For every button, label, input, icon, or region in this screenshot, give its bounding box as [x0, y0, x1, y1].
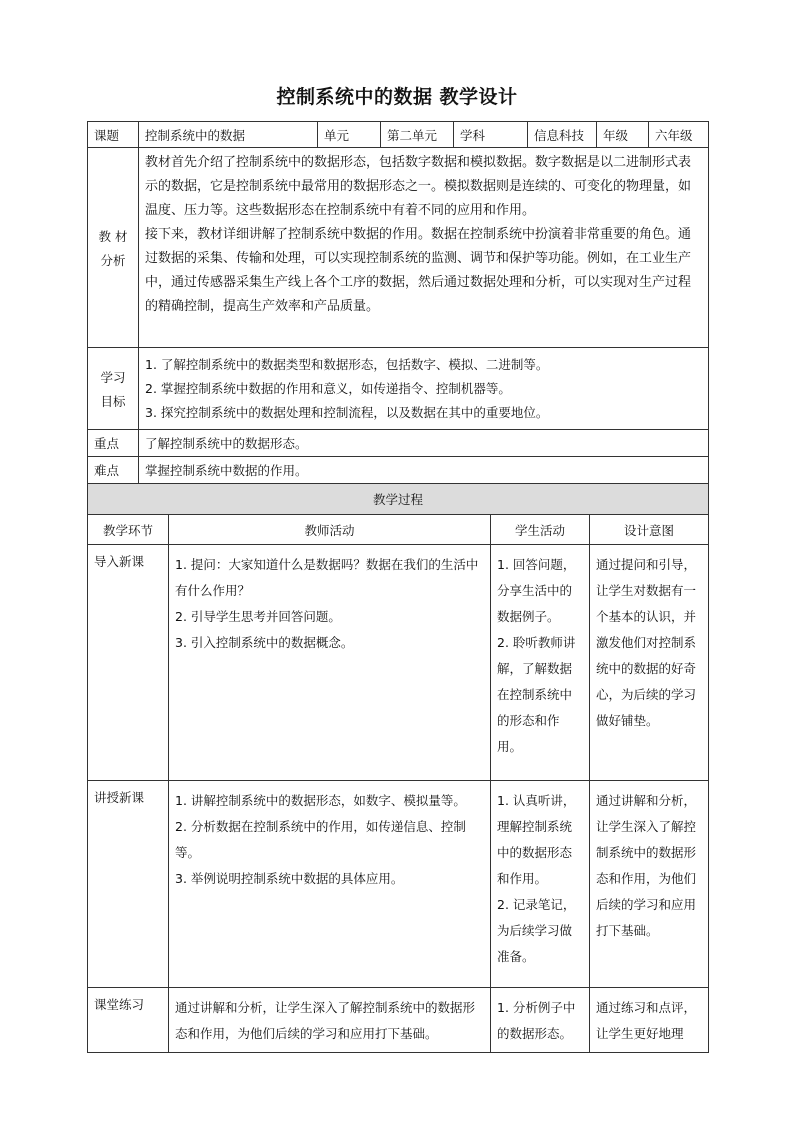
- process-title: 教学过程: [88, 484, 709, 515]
- stage-cell: 导入新课: [88, 545, 169, 781]
- student-cell: [491, 781, 590, 988]
- teacher-item: 3. 引入控制系统中的数据概念。: [175, 635, 354, 650]
- course-value: 控制系统中的数据: [139, 122, 318, 148]
- subject-value: 信息科技: [528, 122, 597, 148]
- subject-label: 学科: [454, 122, 528, 148]
- teacher-item: 2. 分析数据在控制系统中的作用，如传递信息、控制等。: [175, 819, 466, 860]
- teacher-item: 2. 引导学生思考并回答问题。: [175, 609, 341, 624]
- student-item: 1. 分析例子中的数据形态。: [497, 1000, 576, 1041]
- unit-value: 第二单元: [381, 122, 454, 148]
- header-student: 学生活动: [491, 515, 590, 545]
- teacher-cell: [169, 545, 491, 781]
- teacher-item: 1. 讲解控制系统中的数据形态，如数字、模拟量等。: [175, 793, 466, 808]
- teaching-process-table: [87, 483, 709, 1053]
- table-row: [88, 545, 709, 781]
- header-teacher: 教师活动: [169, 515, 491, 545]
- objectives-label-line2: 目标: [100, 393, 126, 409]
- teacher-item: 1. 提问：大家知道什么是数据吗？数据在我们的生活中有什么作用？: [175, 557, 479, 598]
- objectives-label: [88, 348, 139, 430]
- course-label: 课题: [88, 122, 139, 148]
- student-item: 2. 聆听教师讲解，了解数据在控制系统中的形态和作用。: [497, 635, 576, 754]
- intent-cell: 通过讲解和分析，让学生深入了解控制系统中的数据形态和作用，为他们后续的学习和应用打下基础。: [590, 781, 709, 988]
- student-cell: [491, 988, 590, 1053]
- student-cell: [491, 545, 590, 781]
- intent-cell: 通过练习和点评，让学生更好地理: [590, 988, 709, 1053]
- teacher-item: 通过讲解和分析，让学生深入了解控制系统中的数据形态和作用，为他们后续的学习和应用打下基础。: [175, 1000, 476, 1041]
- objective-item: 3. 探究控制系统中的数据处理和控制流程，以及数据在其中的重要地位。: [145, 404, 549, 420]
- header-intent: 设计意图: [590, 515, 709, 545]
- lesson-info-table: [87, 121, 709, 484]
- analysis-para-2: 接下来，教材详细讲解了控制系统中数据的作用。数据在控制系统中扮演着非常重要的角色。通过数据的采集、传输和处理，可以实现控制系统的监测、调节和保护等功能。例如，在工业生产中，通过传感器采集生产线上各个工序的数据，然后通过数据处理和分析，可以实现对生产过程的精确控制，提高生产效率和产品质量。: [145, 227, 692, 314]
- difficulty-value: 掌握控制系统中数据的作用。: [139, 457, 709, 484]
- grade-label: 年级: [597, 122, 649, 148]
- stage-cell: 课堂练习: [88, 988, 169, 1053]
- student-item: 2. 记录笔记，为后续学习做准备。: [497, 897, 576, 964]
- teacher-cell: [169, 781, 491, 988]
- student-item: 1. 认真听讲，理解控制系统中的数据形态和作用。: [497, 793, 576, 886]
- objective-item: 1. 了解控制系统中的数据类型和数据形态，包括数字、模拟、二进制等。: [145, 356, 549, 372]
- analysis-label-line2: 分析: [100, 252, 126, 268]
- header-stage: 教学环节: [88, 515, 169, 545]
- page-title: 控制系统中的数据 教学设计: [276, 86, 518, 108]
- student-item: 1. 回答问题，分享生活中的数据例子。: [497, 557, 576, 624]
- difficulty-label: 难点: [88, 457, 139, 484]
- stage-cell: 讲授新课: [88, 781, 169, 988]
- analysis-content: [139, 148, 709, 348]
- key-point-label: 重点: [88, 430, 139, 457]
- teacher-cell: [169, 988, 491, 1053]
- unit-label: 单元: [318, 122, 381, 148]
- table-row: [88, 781, 709, 988]
- analysis-label-line1: 教 材: [98, 228, 128, 244]
- analysis-label: [88, 148, 139, 348]
- grade-value: 六年级: [649, 122, 709, 148]
- analysis-para-1: 教材首先介绍了控制系统中的数据形态，包括数字数据和模拟数据。数字数据是以二进制形式表示的数据，它是控制系统中最常用的数据形态之一。模拟数据则是连续的、可变化的物理量，如温度、压力等。这些数据形态在控制系统中有着不同的应用和作用。: [145, 155, 692, 218]
- objectives-content: [139, 348, 709, 430]
- table-row: [88, 988, 709, 1053]
- intent-cell: 通过提问和引导，让学生对数据有一个基本的认识，并激发他们对控制系统中的数据的好奇心，为后续的学习做好铺垫。: [590, 545, 709, 781]
- objectives-label-line1: 学习: [100, 369, 126, 385]
- teacher-item: 3. 举例说明控制系统中数据的具体应用。: [175, 871, 404, 886]
- objective-item: 2. 掌握控制系统中数据的作用和意义，如传递指令、控制机器等。: [145, 380, 511, 396]
- key-point-value: 了解控制系统中的数据形态。: [139, 430, 709, 457]
